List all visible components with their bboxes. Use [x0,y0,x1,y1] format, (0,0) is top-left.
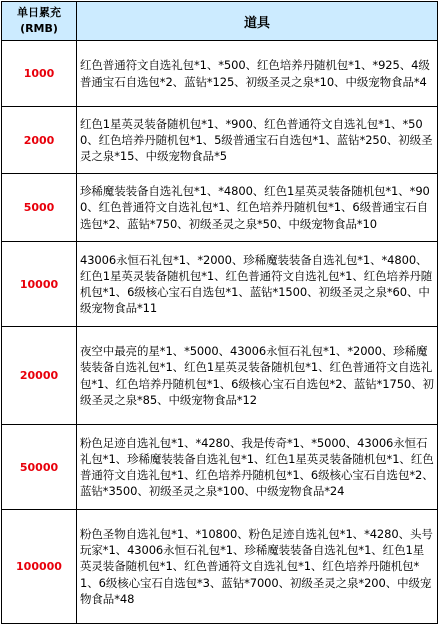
amount-cell: 20000 [2,327,77,425]
amount-cell: 50000 [2,425,77,510]
amount-cell: 5000 [2,174,77,242]
items-header-label: 道具 [243,15,270,31]
table-row [2,174,438,242]
items-cell: 红色普通符文自选礼包*1、*500、红色培养丹随机包*1、*925、4级普通宝石自选包*2、蓝钻*125、初级圣灵之泉*10、中级宠物食品*4 [77,41,438,107]
items-cell: 43006永恒石礼包*1、*2000、珍稀魔装装备自选礼包*1、*4800、红色1星英灵装备随机包*1、红色普通符文自选礼包*1、红色培养丹随机包*1、6级核心宝石自选包*1、蓝钻*1500、初级圣灵之泉*60、中级宠物食品*11 [77,242,438,327]
reward-table [1,1,438,624]
items-cell: 粉色圣物自选礼包*1、*10800、粉色足迹自选礼包*1、*4280、头号玩家*1、43006永恒石礼包*1、珍稀魔装装备自选礼包*1、红色1星英灵装备随机包*1、红色普通符文自选礼包*1、红色培养丹随机包*1、6级核心宝石自选包*3、蓝钻*7000、初级圣灵之泉*200、中级宠物食品*48 [77,510,438,624]
amount-column-header [2,2,77,41]
table-row [2,41,438,107]
items-cell: 红色1星英灵装备随机包*1、*900、红色普通符文自选礼包*1、*500、红色培养丹随机包*1、5级普通宝石自选包*1、蓝钻*250、初级圣灵之泉*15、中级宠物食品*5 [77,107,438,174]
items-column-header [77,2,438,41]
amount-cell: 1000 [2,41,77,107]
amount-cell: 10000 [2,242,77,327]
amount-header-line2: (RMB) [20,22,58,35]
table-row [2,242,438,327]
items-cell: 珍稀魔装装备自选礼包*1、*4800、红色1星英灵装备随机包*1、*900、红色普通符文自选礼包*1、红色培养丹随机包*1、6级普通宝石自选包*2、蓝钻*750、初级圣灵之泉*50、中级宠物食品*10 [77,174,438,242]
table-row [2,425,438,510]
table-row [2,327,438,425]
header-row [2,2,438,41]
amount-header-line1: 单日累充 [17,6,61,19]
items-cell: 粉色足迹自选礼包*1、*4280、我是传奇*1、*5000、43006永恒石礼包*1、珍稀魔装装备自选礼包*1、红色1星英灵装备随机包*1、红色普通符文自选礼包*1、红色培养丹随机包*1、6级核心宝石自选包*2、蓝钻*3500、初级圣灵之泉*100、中级宠物食品*24 [77,425,438,510]
amount-cell: 100000 [2,510,77,624]
amount-cell: 2000 [2,107,77,174]
items-cell: 夜空中最亮的星*1、*5000、43006永恒石礼包*1、*2000、珍稀魔装装备自选礼包*1、红色1星英灵装备随机包*1、红色普通符文自选礼包*1、红色培养丹随机包*1、6级核心宝石自选包*2、蓝钻*1750、初级圣灵之泉*85、中级宠物食品*12 [77,327,438,425]
table-row [2,510,438,624]
table-row [2,107,438,174]
